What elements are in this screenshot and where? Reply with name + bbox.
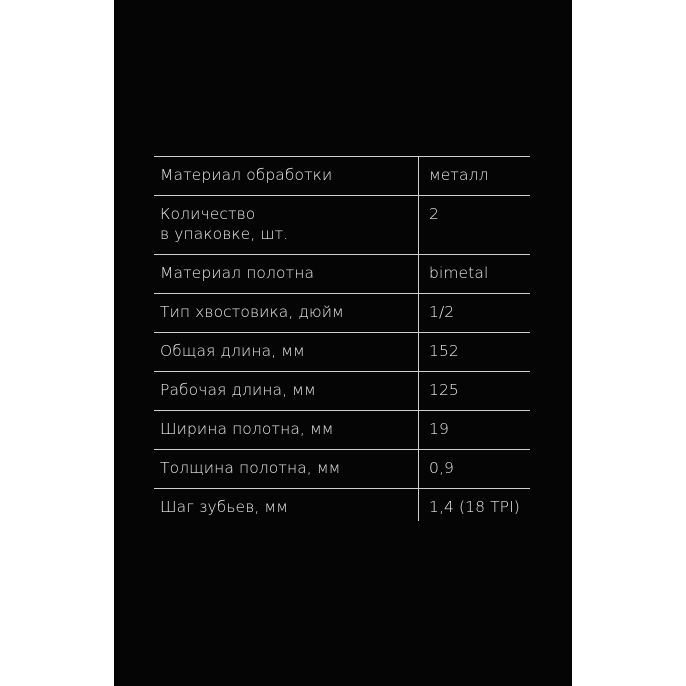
value-cell: 1/2 (419, 294, 531, 333)
table-row (154, 196, 530, 255)
param-cell: Материал полотна (154, 255, 419, 294)
specifications-table (154, 156, 530, 521)
value-cell: 1,4 (18 TPI) (419, 489, 531, 522)
value-cell: 152 (419, 333, 531, 372)
param-cell: Рабочая длина, мм (154, 372, 419, 411)
table-row (154, 294, 530, 333)
param-cell: Шаг зубьев, мм (154, 489, 419, 522)
value-cell: bimetal (419, 255, 531, 294)
value-cell: 0,9 (419, 450, 531, 489)
value-cell: 2 (419, 196, 531, 255)
value-cell: металл (419, 157, 531, 196)
table-row (154, 489, 530, 522)
table-row (154, 157, 530, 196)
table-row (154, 372, 530, 411)
table-row (154, 333, 530, 372)
param-cell: Ширина полотна, мм (154, 411, 419, 450)
param-cell: Тип хвостовика, дюйм (154, 294, 419, 333)
param-cell: Материал обработки (154, 157, 419, 196)
table-row (154, 255, 530, 294)
param-cell: Толщина полотна, мм (154, 450, 419, 489)
param-cell: Количество в упаковке, шт. (154, 196, 419, 255)
value-cell: 125 (419, 372, 531, 411)
table-row (154, 411, 530, 450)
param-cell: Общая длина, мм (154, 333, 419, 372)
table-row (154, 450, 530, 489)
value-cell: 19 (419, 411, 531, 450)
